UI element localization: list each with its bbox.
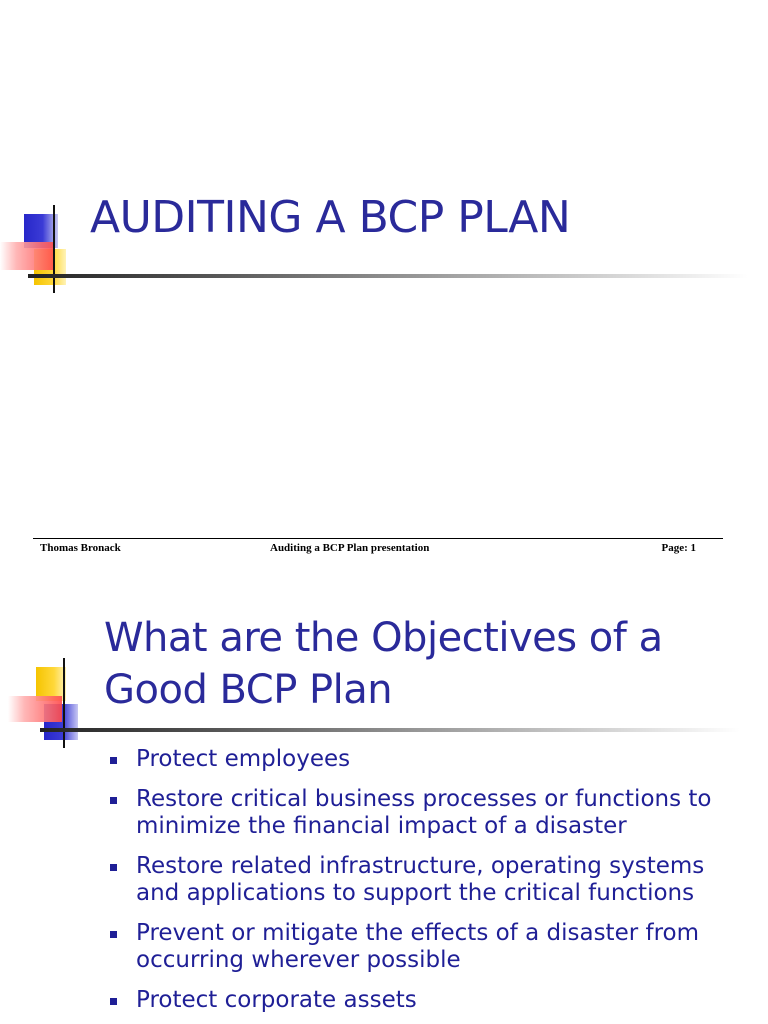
list-item xyxy=(108,746,748,773)
list-item xyxy=(108,853,748,907)
list-item-text: Restore critical business processes or functions to minimize the financial impact of a disaster xyxy=(136,786,712,839)
footer-author: Thomas Bronack xyxy=(40,542,121,554)
list-item-text: Protect employees xyxy=(136,746,351,772)
slide2-corner-motif xyxy=(0,658,110,750)
slide2-title-rule xyxy=(40,728,740,732)
square-bullet-icon xyxy=(110,757,117,764)
list-item-text: Prevent or mitigate the effects of a disaster from occurring wherever possible xyxy=(136,920,700,973)
square-bullet-icon xyxy=(110,998,117,1005)
list-item xyxy=(108,786,748,840)
vertical-line-shape xyxy=(63,658,65,748)
list-item xyxy=(108,920,748,974)
vertical-line-shape xyxy=(53,205,55,293)
footer-divider xyxy=(33,538,723,539)
slide2-title xyxy=(104,612,744,716)
red-bar-shape xyxy=(0,242,54,270)
objectives-list xyxy=(108,746,748,1024)
slide2-title-line2: Good BCP Plan xyxy=(104,667,393,713)
square-bullet-icon xyxy=(110,931,117,938)
page-footer xyxy=(40,542,700,558)
slide1-title-rule xyxy=(28,274,748,278)
list-item xyxy=(108,987,748,1014)
footer-page-number: Page: 1 xyxy=(661,542,696,554)
slide1-title: AUDITING A BCP PLAN xyxy=(90,192,571,243)
square-bullet-icon xyxy=(110,797,117,804)
red-bar-shape xyxy=(8,696,62,722)
list-item-text: Protect corporate assets xyxy=(136,987,417,1013)
square-bullet-icon xyxy=(110,864,117,871)
footer-title: Auditing a BCP Plan presentation xyxy=(270,542,430,554)
list-item-text: Restore related infrastructure, operating systems and applications to support the critical functions xyxy=(136,853,705,906)
slide2-title-line1: What are the Objectives of a xyxy=(104,615,663,661)
